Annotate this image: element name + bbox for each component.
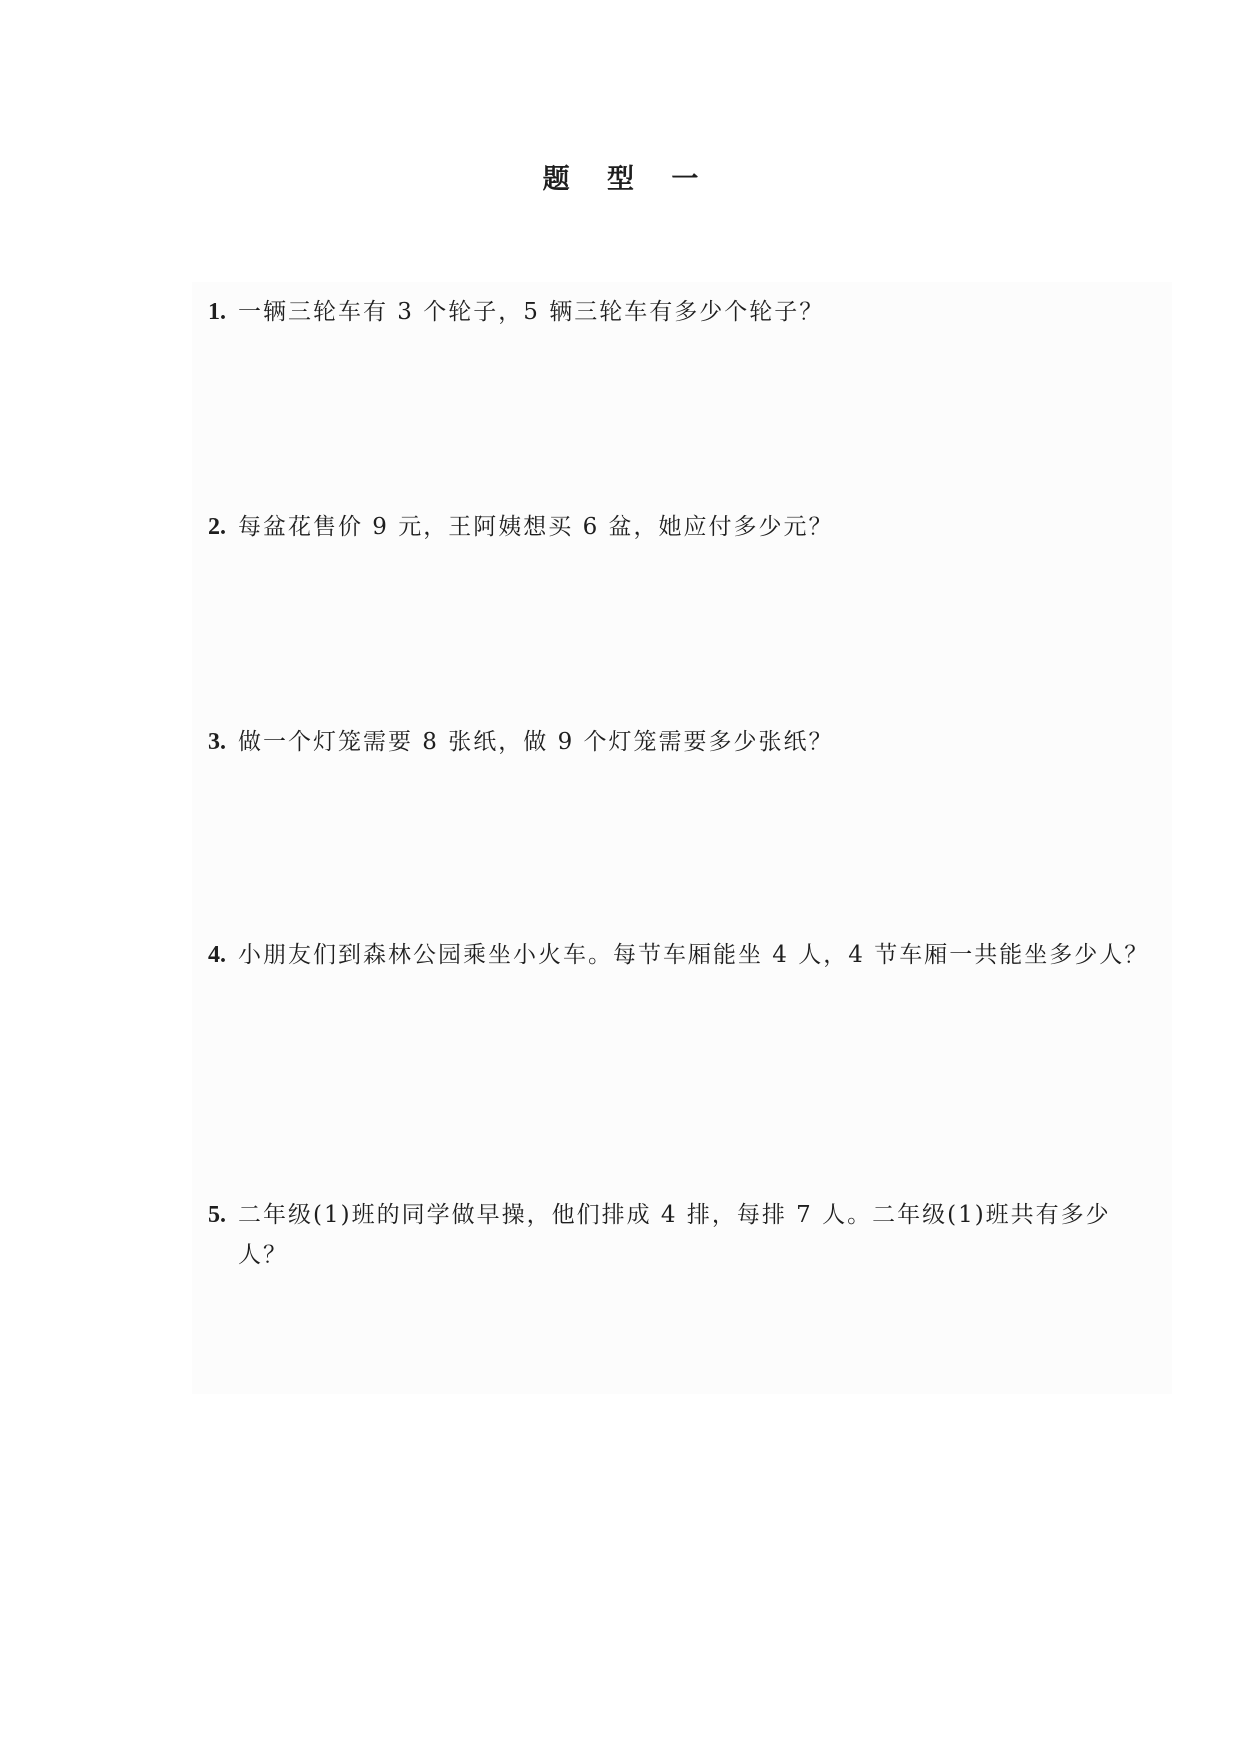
question-4 [208, 935, 1168, 975]
question-text: 做一个灯笼需要 8 张纸，做 9 个灯笼需要多少张纸？ [238, 729, 834, 755]
question-text: 小朋友们到森林公园乘坐小火车。每节车厢能坐 4 人，4 节车厢一共能坐多少人？ [238, 942, 1150, 968]
question-number: 1. [208, 299, 226, 325]
question-1 [208, 292, 1168, 332]
question-5 [208, 1195, 1168, 1275]
question-text: 每盆花售价 9 元，王阿姨想买 6 盆，她应付多少元？ [238, 514, 834, 540]
page-title: 题 型 一 [542, 164, 713, 195]
question-text: 一辆三轮车有 3 个轮子，5 辆三轮车有多少个轮子？ [238, 299, 825, 325]
question-number: 2. [208, 514, 226, 540]
question-text: 二年级(1)班的同学做早操，他们排成 4 排，每排 7 人。二年级(1)班共有多少人？ [238, 1202, 1111, 1268]
question-3 [208, 722, 1168, 762]
question-2 [208, 507, 1168, 547]
question-number: 3. [208, 729, 226, 755]
question-number: 5. [208, 1202, 226, 1228]
question-number: 4. [208, 942, 226, 968]
